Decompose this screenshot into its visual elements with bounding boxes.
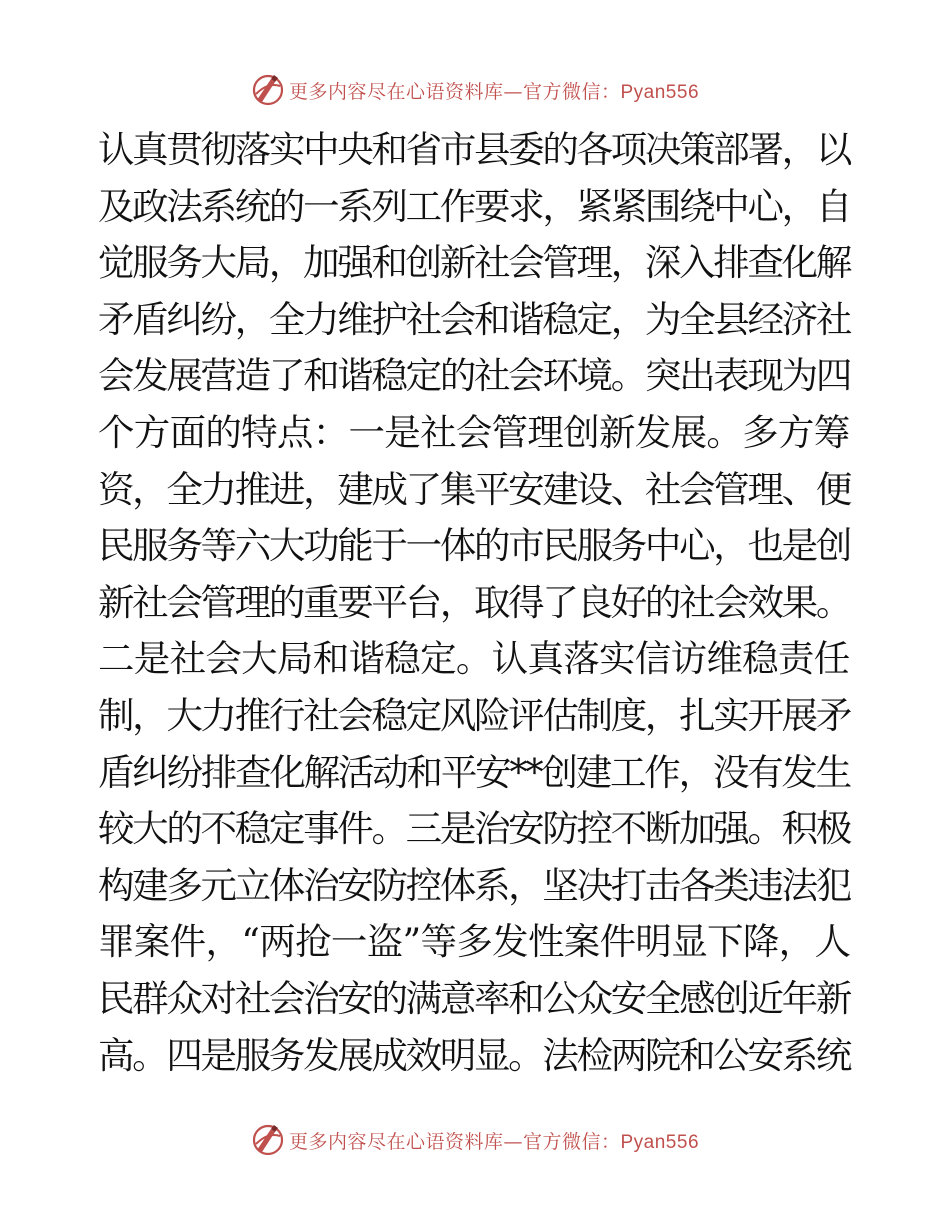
body-line: 制，大力推行社会稳定风险评估制度，扎实开展矛 (98, 693, 850, 737)
pen-globe-logo-icon (251, 1123, 285, 1157)
body-line: 个方面的特点：一是社会管理创新发展。多方筹 (98, 410, 850, 454)
body-line: 新社会管理的重要平台，取得了良好的社会效果。 (98, 580, 850, 624)
footer-banner-text (289, 1127, 699, 1154)
pen-globe-logo-icon (251, 73, 285, 107)
body-line: 民群众对社会治安的满意率和公众安全感创近年新 (98, 976, 850, 1020)
footer-banner-cn: 更多内容尽在心语资料库—官方微信： (288, 1130, 621, 1153)
body-line: 构建多元立体治安防控体系，坚决打击各类违法犯 (98, 863, 850, 907)
header-banner (0, 70, 950, 110)
footer-banner (0, 1120, 950, 1160)
header-banner-wechat-id: Pyan556 (620, 81, 700, 103)
body-line: 会发展营造了和谐稳定的社会环境。突出表现为四 (98, 354, 850, 398)
header-banner-cn: 更多内容尽在心语资料库—官方微信： (288, 80, 621, 103)
header-banner-text (289, 77, 699, 104)
body-line: 及政法系统的一系列工作要求，紧紧围绕中心，自 (98, 184, 850, 228)
document-body (98, 122, 858, 1084)
body-line: 认真贯彻落实中央和省市县委的各项决策部署，以 (98, 128, 850, 171)
body-line: 资，全力推进，建成了集平安建设、社会管理、便 (98, 467, 850, 511)
body-line: 罪案件，“两抢一盗”等多发性案件明显下降，人 (98, 920, 851, 964)
body-line: 民服务等六大功能于一体的市民服务中心，也是创 (98, 524, 850, 568)
body-line: 觉服务大局，加强和创新社会管理，深入排查化解 (98, 241, 850, 285)
body-line: 盾纠纷排查化解活动和平安**创建工作，没有发生 (98, 750, 850, 794)
body-line: 二是社会大局和谐稳定。认真落实信访维稳责任 (98, 637, 850, 681)
body-line: 高。四是服务发展成效明显。法检两院和公安系统 (98, 1033, 850, 1077)
body-line: 矛盾纠纷，全力维护社会和谐稳定，为全县经济社 (98, 297, 850, 341)
footer-banner-wechat-id: Pyan556 (620, 1131, 700, 1153)
body-line: 较大的不稳定事件。三是治安防控不断加强。积极 (98, 807, 850, 851)
